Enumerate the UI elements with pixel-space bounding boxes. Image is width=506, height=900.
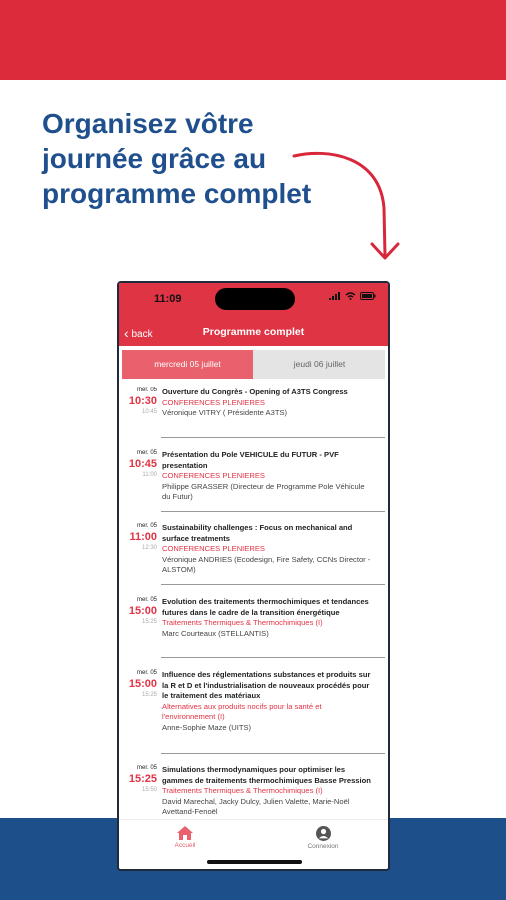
event-end-time: 11:00: [142, 472, 157, 478]
back-label: back: [131, 329, 153, 340]
event-speaker: Anne-Sophie Maze (UITS): [162, 722, 252, 732]
divider: [161, 657, 385, 658]
event-category: Traitements Thermiques & Thermochimiques (I): [162, 786, 323, 795]
tab-day-2[interactable]: jeudi 06 juillet: [293, 359, 346, 369]
divider: [161, 437, 385, 438]
event-date: mer. 05: [136, 765, 157, 771]
event-end-time: 15:50: [141, 787, 157, 793]
app-header: [119, 283, 388, 346]
curved-arrow-icon: [288, 148, 408, 274]
tab-home[interactable]: [145, 826, 225, 849]
event-start-time: 15:00: [128, 678, 157, 690]
event-date: mer. 05: [136, 387, 157, 393]
event-speaker: Philippe GRASSER (Directeur de Programme Pole Véhicule du Futur): [162, 481, 365, 501]
battery-icon: [360, 292, 376, 300]
user-icon: [316, 826, 331, 841]
back-chevron-icon: ‹: [124, 325, 129, 341]
event-category: Alternatives aux produits nocifs pour la santé et l'environnement (I): [162, 701, 322, 721]
event-date: mer. 05: [136, 597, 157, 603]
event-date: mer. 05: [136, 450, 157, 456]
event-body: [162, 765, 374, 818]
event-start-time: 10:45: [128, 458, 157, 470]
event-start-time: 15:25: [128, 773, 157, 785]
event-end-time: 15:25: [141, 619, 157, 625]
page-title: Programme complet: [202, 326, 305, 338]
divider: [161, 584, 385, 585]
event-title: Sustainability challenges : Focus on mechanical and surface treatments: [162, 523, 353, 543]
event-title: Evolution des traitements thermochimiques et tendances futures dans le cadre de la transition énergétique: [162, 597, 369, 617]
tab-account[interactable]: [283, 826, 363, 850]
event-category: Traitements Thermiques & Thermochimiques (I): [162, 618, 323, 627]
event-date: mer. 05: [136, 523, 157, 529]
event-title: Influence des réglementations substances et produits sur la R et D et l'industrialisation de nouveaux procédés pour le traitement des matériaux: [162, 670, 371, 700]
status-time: 11:09: [154, 293, 182, 305]
tab-home-label: Accueil: [174, 842, 196, 849]
event-body: [162, 670, 374, 733]
event-end-time: 10:45: [141, 409, 157, 415]
divider: [161, 511, 385, 512]
event-body: [162, 450, 374, 503]
event-category: CONFERENCES PLENIERES: [162, 544, 265, 553]
top-red-band: [0, 0, 506, 80]
phone-mockup: [117, 281, 390, 871]
event-speaker: David Marechal, Jacky Dulcy, Julien Valette, Marie-Noël Avettand-Fenoël: [162, 796, 350, 816]
event-start-time: 11:00: [129, 531, 157, 543]
tab-day-1[interactable]: mercredi 05 juillet: [122, 350, 253, 379]
headline-line-1: Organisez vôtre: [42, 108, 254, 139]
headline-line-2: journée grâce au: [42, 143, 267, 174]
tab-account-label: Connexion: [307, 843, 339, 850]
event-title: Présentation du Pole VEHICULE du FUTUR - PVF presentation: [162, 450, 339, 470]
event-start-time: 15:00: [128, 605, 157, 617]
event-body: [162, 597, 374, 639]
program-list[interactable]: [119, 387, 388, 819]
dynamic-island: [215, 288, 295, 310]
event-end-time: 12:30: [141, 545, 157, 551]
event-title: Simulations thermodynamiques pour optimiser les gammes de traitements thermochimiques Basse Pression: [162, 765, 371, 785]
event-category: CONFERENCES PLENIERES: [162, 397, 265, 407]
event-body: [162, 523, 374, 576]
home-icon: [177, 826, 193, 840]
event-category: CONFERENCES PLENIERES: [162, 471, 265, 480]
event-start-time: 10:30: [128, 395, 157, 407]
divider: [161, 753, 385, 754]
event-title: Ouverture du Congrès - Opening of A3TS Congress: [162, 387, 348, 396]
headline-line-3: programme complet: [42, 178, 312, 209]
signal-icon: [329, 292, 341, 300]
event-date: mer. 05: [136, 670, 157, 676]
event-body: [162, 387, 374, 419]
wifi-icon: [345, 292, 356, 300]
home-indicator: [207, 860, 302, 864]
event-speaker: Marc Courteaux (STELLANTIS): [162, 628, 269, 638]
status-icons: [329, 292, 376, 303]
event-speaker: Véronique VITRY ( Présidente A3TS): [162, 408, 288, 417]
event-speaker: Véronique ANDRIES (Ecodesign, Fire Safety, CCNs Director - ALSTOM): [162, 554, 371, 574]
day-tabs: [122, 350, 385, 379]
event-end-time: 15:25: [141, 692, 157, 698]
